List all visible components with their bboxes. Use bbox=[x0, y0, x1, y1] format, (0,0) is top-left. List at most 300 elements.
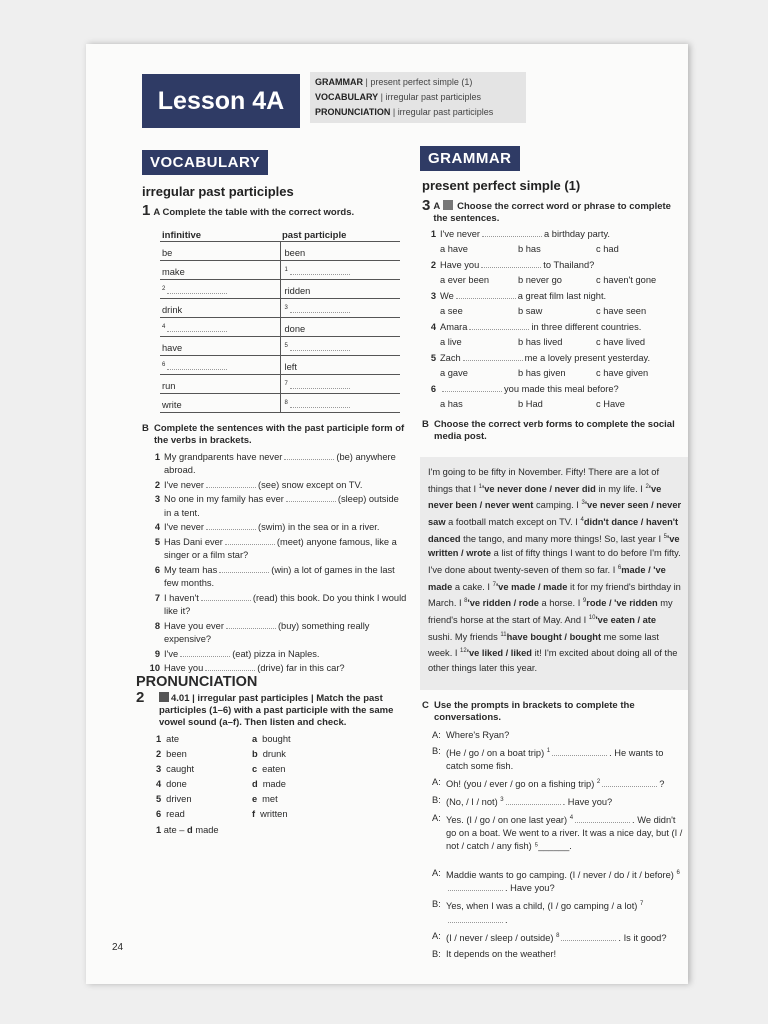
question-end: to Thailand? bbox=[543, 260, 595, 270]
answer-blank[interactable] bbox=[225, 536, 275, 545]
post-text: a list of fifty things I want to do before I'm fifty. I've done about twenty-seven of them so far. I bbox=[428, 548, 681, 576]
sentence-item bbox=[146, 564, 407, 591]
pronunciation-heading: PRONUNCIATION bbox=[136, 674, 258, 690]
gap-number: 3 bbox=[500, 797, 504, 804]
sentence-end: (be) anywhere abroad. bbox=[164, 451, 396, 475]
gap-number: 4 bbox=[580, 516, 584, 523]
sentence-item bbox=[146, 648, 407, 662]
post-text: sushi. My friends bbox=[428, 631, 501, 642]
verb-choice[interactable]: 've never done / never did bbox=[482, 483, 596, 494]
match-label: d bbox=[252, 779, 258, 789]
answer-blank[interactable] bbox=[448, 882, 503, 891]
example-answer bbox=[136, 824, 406, 838]
dialogue-text bbox=[446, 794, 612, 809]
answer-blank[interactable] bbox=[561, 932, 616, 941]
question-start: Have you bbox=[440, 260, 480, 270]
gap-number: 8 bbox=[284, 399, 288, 406]
verb-choice[interactable]: 've written / wrote bbox=[428, 533, 680, 559]
prompt-text: (I / never / sleep / outside) bbox=[446, 932, 554, 943]
answer-option[interactable]: a gave bbox=[440, 367, 468, 378]
exercise-number: 3 bbox=[422, 197, 431, 214]
answer-blank[interactable] bbox=[167, 285, 227, 294]
item-number: 2 bbox=[154, 479, 160, 490]
table-cell bbox=[160, 241, 280, 260]
dialogue-line bbox=[432, 930, 684, 945]
answer-option[interactable]: c have seen bbox=[596, 305, 647, 316]
answer-options bbox=[422, 335, 684, 350]
post-text: it! I'm excited about doing all of the other things later this year. bbox=[428, 648, 678, 674]
cell-text: make bbox=[162, 266, 185, 277]
sentence-item bbox=[146, 620, 407, 647]
table-header-row bbox=[160, 223, 400, 241]
instruction-text: Choose the correct verb forms to complete the social media post. bbox=[434, 419, 675, 442]
answer-blank[interactable] bbox=[284, 451, 334, 460]
instruction-text: Complete the table with the correct words. bbox=[162, 207, 355, 218]
match-item[interactable] bbox=[252, 762, 291, 777]
answer-blank[interactable] bbox=[481, 259, 541, 268]
pronunciation-section bbox=[136, 674, 406, 838]
dialogue-end: . bbox=[505, 914, 508, 925]
gap-number: 3 bbox=[581, 500, 585, 507]
match-item[interactable] bbox=[156, 747, 252, 762]
sentence-item bbox=[146, 521, 407, 535]
match-label: 5 bbox=[156, 794, 162, 804]
answer-blank[interactable] bbox=[201, 592, 251, 601]
table-cell bbox=[160, 260, 280, 279]
gap-number: 4 bbox=[569, 815, 574, 822]
topic-value: present perfect simple (1) bbox=[370, 77, 473, 87]
match-label: 2 bbox=[156, 749, 162, 759]
item-number: 9 bbox=[154, 648, 160, 659]
verb-choice[interactable]: rode / 've ridden bbox=[586, 598, 658, 609]
item-number: 1 bbox=[430, 229, 436, 239]
gap-number: 1 bbox=[546, 748, 551, 754]
answer-blank[interactable] bbox=[290, 304, 350, 313]
sentence-text bbox=[164, 564, 407, 591]
match-label: a bbox=[252, 734, 258, 744]
answer-blank[interactable] bbox=[205, 662, 255, 671]
dialogue-line bbox=[432, 812, 684, 853]
answer-option[interactable]: a see bbox=[440, 305, 463, 316]
answer-blank[interactable] bbox=[448, 914, 503, 923]
answer-options bbox=[422, 304, 684, 319]
dialogue-text bbox=[446, 948, 556, 961]
dialogue-text bbox=[446, 745, 684, 773]
item-number: 7 bbox=[154, 592, 160, 603]
item-number: 4 bbox=[154, 522, 160, 532]
column-header: infinitive bbox=[160, 223, 280, 241]
answer-blank[interactable] bbox=[506, 796, 561, 805]
item-number: 1 bbox=[154, 451, 160, 462]
answer-blank[interactable] bbox=[575, 814, 630, 823]
gap-number: 2 bbox=[596, 779, 601, 786]
answer-option[interactable]: b Had bbox=[518, 398, 543, 409]
sentence-start: Have you bbox=[164, 663, 204, 673]
topic-line: GRAMMAR | present perfect simple (1) bbox=[315, 77, 473, 87]
table-cell bbox=[280, 317, 400, 336]
match-item[interactable] bbox=[156, 792, 252, 807]
exercise-3b-instruction bbox=[422, 419, 684, 443]
exercise-letter: B bbox=[422, 419, 429, 430]
speaker-label: A: bbox=[432, 777, 441, 788]
answer-option[interactable]: b saw bbox=[518, 305, 543, 316]
exercise-letter: B bbox=[142, 422, 149, 434]
sentence-text bbox=[164, 521, 379, 535]
table-cell bbox=[280, 241, 400, 260]
table-cell bbox=[160, 374, 280, 393]
match-word: done bbox=[166, 779, 187, 789]
speaker-label: B: bbox=[432, 899, 441, 910]
answer-option[interactable]: a have bbox=[440, 243, 468, 254]
lesson-title: Lesson 4A bbox=[142, 74, 300, 128]
gap-number: 6 bbox=[676, 870, 680, 877]
post-text: it for my friend's birthday in March. I bbox=[428, 581, 681, 609]
gap-number: 2 bbox=[645, 483, 649, 490]
topic-label: GRAMMAR bbox=[315, 77, 363, 87]
vocabulary-section-bar: VOCABULARY bbox=[142, 150, 268, 175]
example-word: ate – bbox=[163, 825, 185, 835]
speaker-label: A: bbox=[432, 813, 441, 824]
match-item[interactable] bbox=[252, 747, 291, 762]
verb-choice[interactable]: 've liked / liked bbox=[466, 648, 532, 659]
answer-option[interactable]: b has given bbox=[518, 367, 566, 378]
answer-blank[interactable] bbox=[167, 323, 227, 332]
answer-option[interactable]: b has bbox=[518, 243, 541, 254]
dialogue-line bbox=[432, 867, 684, 895]
gap-number: 7 bbox=[492, 581, 496, 588]
sentence-text bbox=[164, 479, 362, 493]
answer-blank[interactable] bbox=[469, 321, 529, 330]
answer-option[interactable]: a ever been bbox=[440, 274, 490, 285]
cell-text: be bbox=[162, 247, 173, 258]
sentence-text bbox=[164, 648, 320, 662]
match-word: drunk bbox=[262, 749, 286, 759]
gap-number: 9 bbox=[582, 598, 587, 605]
verb-choice[interactable]: 've made / made bbox=[495, 581, 568, 592]
match-word: met bbox=[262, 794, 278, 804]
table-row bbox=[160, 374, 400, 393]
cell-text: ridden bbox=[284, 285, 311, 296]
sentence-start: My grandparents have never bbox=[164, 451, 283, 462]
gap-number: 3 bbox=[284, 304, 288, 311]
question-text bbox=[440, 351, 650, 366]
answer-blank[interactable] bbox=[167, 361, 227, 370]
post-text: me some last week. I bbox=[428, 631, 659, 659]
vocabulary-section bbox=[142, 184, 407, 677]
worksheet-icon bbox=[443, 200, 453, 210]
item-number: 3 bbox=[430, 291, 436, 301]
table-row bbox=[160, 355, 400, 374]
answer-option[interactable]: c had bbox=[596, 243, 619, 254]
question-text bbox=[440, 289, 606, 304]
table-cell bbox=[160, 317, 280, 336]
question-start: I've never bbox=[440, 229, 481, 239]
speaker-label: B: bbox=[432, 746, 441, 756]
table-cell bbox=[160, 336, 280, 355]
answer-option[interactable]: c have given bbox=[596, 367, 649, 378]
question-start: We bbox=[440, 291, 454, 301]
speaker-label: A: bbox=[432, 930, 441, 941]
gap-number: 1 bbox=[478, 483, 482, 490]
post-text: a horse. I bbox=[538, 598, 583, 609]
dialogue-text bbox=[446, 729, 509, 742]
match-word: been bbox=[166, 749, 187, 759]
sentence-end: (sleep) outside in a tent. bbox=[164, 494, 399, 518]
speaker-label: A: bbox=[432, 730, 441, 740]
answer-blank[interactable] bbox=[206, 479, 256, 488]
gap-number: 6 bbox=[617, 564, 622, 571]
question-end: me a lovely present yesterday. bbox=[524, 353, 651, 363]
answer-options bbox=[422, 273, 684, 288]
instruction-text: Use the prompts in brackets to complete the conversations. bbox=[434, 700, 635, 723]
sentence-start: Have you ever bbox=[164, 620, 224, 631]
multiple-choice-list bbox=[422, 227, 684, 411]
topic-label: PRONUNCIATION bbox=[315, 107, 391, 117]
table-cell bbox=[280, 298, 400, 317]
question-end: in three different countries. bbox=[531, 322, 642, 332]
match-item[interactable] bbox=[156, 732, 252, 747]
match-word: read bbox=[166, 809, 185, 819]
sentence-start: I haven't bbox=[164, 592, 199, 603]
gap-number: 7 bbox=[284, 380, 288, 387]
sentence-start: My team has bbox=[164, 564, 218, 575]
sentence-item bbox=[146, 536, 407, 563]
speaker-label: A: bbox=[432, 868, 441, 879]
table-row bbox=[160, 317, 400, 336]
instruction-text: 4.01 | irregular past participles | Match the past participles (1–6) with a past participle with the same vowel sound (a–f). Then listen and check. bbox=[159, 693, 394, 728]
match-label: 4 bbox=[156, 779, 162, 789]
post-text: a football match except on TV. I bbox=[445, 517, 581, 528]
answer-blank[interactable] bbox=[442, 383, 502, 392]
match-item[interactable] bbox=[252, 792, 291, 807]
exercise-1b-instruction bbox=[142, 423, 407, 447]
table-cell bbox=[280, 374, 400, 393]
match-label: e bbox=[252, 794, 258, 804]
prompt-text: (No, / I / not) bbox=[446, 797, 498, 808]
dialogue-line bbox=[432, 898, 684, 926]
question-end: you made this meal before? bbox=[504, 384, 619, 394]
sentence-start: No one in my family has ever bbox=[164, 494, 284, 504]
match-label: 3 bbox=[156, 764, 162, 774]
match-list-left bbox=[156, 732, 252, 822]
table-row bbox=[160, 393, 400, 412]
cell-text: left bbox=[284, 361, 297, 372]
match-item[interactable] bbox=[252, 777, 291, 792]
instruction-text: Choose the correct word or phrase to complete the sentences. bbox=[433, 201, 671, 224]
post-text: the tango, and many more things! So, last year I bbox=[460, 533, 664, 544]
dialogue-end: ? bbox=[659, 779, 665, 790]
answer-blank[interactable] bbox=[180, 648, 230, 657]
audio-speaker-icon[interactable] bbox=[159, 692, 169, 702]
question-end: a birthday party. bbox=[544, 229, 611, 239]
conversation-list bbox=[422, 729, 684, 961]
dialogue-text bbox=[446, 898, 684, 926]
answer-blank[interactable] bbox=[290, 342, 350, 351]
table-cell bbox=[280, 393, 400, 412]
question-start: Amara bbox=[440, 322, 468, 332]
table-cell bbox=[160, 355, 280, 374]
prompt-text: It depends on the weather! bbox=[446, 948, 557, 959]
gap-number: 6 bbox=[162, 361, 166, 368]
sentence-end: (read) this book. Do you think I would like it? bbox=[164, 592, 407, 616]
table-cell bbox=[280, 336, 400, 355]
answer-blank[interactable] bbox=[219, 564, 269, 573]
item-number: 6 bbox=[154, 564, 160, 575]
topic-line: VOCABULARY | irregular past participles bbox=[315, 92, 482, 102]
sentence-start: I've never bbox=[164, 522, 205, 532]
verb-choice[interactable]: 've never been / never went bbox=[428, 483, 662, 511]
answer-blank[interactable] bbox=[552, 747, 607, 756]
post-text: I'm going to be fifty in November. Fifty! There are a lot of things that I bbox=[428, 467, 660, 494]
gap-number: 8 bbox=[464, 598, 468, 605]
answer-option[interactable]: c have lived bbox=[596, 336, 646, 347]
answer-blank[interactable] bbox=[482, 228, 542, 237]
question-text bbox=[440, 258, 594, 273]
exercise-letter: A bbox=[153, 207, 160, 218]
item-number: 5 bbox=[154, 536, 160, 547]
answer-blank[interactable] bbox=[290, 266, 350, 275]
prompt-text: Where's Ryan? bbox=[446, 730, 510, 740]
match-word: bought bbox=[262, 734, 291, 744]
match-label: 6 bbox=[156, 809, 162, 819]
topic-value: irregular past participles bbox=[397, 107, 494, 117]
example-number: 1 bbox=[156, 825, 162, 835]
table-cell bbox=[280, 355, 400, 374]
match-word: written bbox=[260, 809, 288, 819]
question-end: a great film last night. bbox=[517, 291, 607, 301]
item-number: 5 bbox=[430, 353, 436, 363]
sentence-end: (buy) something really expensive? bbox=[164, 620, 370, 644]
post-text: camping. I bbox=[533, 500, 582, 511]
verb-choice[interactable]: 've never seen / never saw bbox=[428, 500, 682, 528]
match-word: ate bbox=[166, 734, 180, 744]
sentence-start: I've never bbox=[164, 479, 205, 490]
answer-option[interactable]: c haven't gone bbox=[596, 274, 657, 285]
answer-blank[interactable] bbox=[602, 778, 657, 787]
exercise-number: 2 bbox=[136, 689, 145, 706]
question-text bbox=[440, 227, 610, 242]
answer-blank[interactable] bbox=[226, 620, 276, 629]
sentence-start: I've bbox=[164, 648, 179, 659]
answer-options bbox=[422, 397, 684, 412]
prompt-text: (He / go / on a boat trip) bbox=[446, 748, 545, 759]
example-match: made bbox=[195, 825, 219, 835]
sentence-end: (swim) in the sea or in a river. bbox=[258, 522, 380, 532]
match-item[interactable] bbox=[156, 807, 252, 822]
match-item[interactable] bbox=[252, 807, 291, 822]
match-label: c bbox=[252, 764, 258, 774]
gap-number: 10 bbox=[588, 615, 596, 621]
column-header: past participle bbox=[280, 223, 400, 241]
cell-text: have bbox=[162, 342, 183, 353]
table-cell bbox=[280, 260, 400, 279]
answer-option[interactable]: c Have bbox=[596, 398, 625, 409]
exercise-3c-instruction bbox=[422, 700, 684, 724]
sentence-item bbox=[146, 493, 407, 520]
example-letter: d bbox=[187, 825, 193, 835]
cell-text: drink bbox=[162, 304, 183, 315]
table-cell bbox=[280, 279, 400, 298]
question-item bbox=[422, 289, 684, 304]
match-word: caught bbox=[166, 764, 195, 774]
dialogue-line bbox=[432, 745, 684, 773]
exercise-2-instruction bbox=[136, 689, 406, 729]
dialogue-end: . We didn't go on a boat. We went to a river. It was a nice day, but (I / not / catch / any fish) ⁵______. bbox=[446, 815, 683, 852]
answer-option[interactable]: b has lived bbox=[518, 336, 563, 347]
match-word: eaten bbox=[262, 764, 286, 774]
answer-blank[interactable] bbox=[290, 399, 350, 408]
match-item[interactable] bbox=[252, 732, 291, 747]
verb-choice[interactable]: 've eaten / ate bbox=[595, 615, 657, 626]
match-item[interactable] bbox=[156, 762, 252, 777]
lesson-topics bbox=[310, 72, 526, 123]
gap-number: 2 bbox=[162, 285, 166, 292]
past-participle-table bbox=[160, 223, 400, 413]
answer-blank[interactable] bbox=[463, 352, 523, 361]
sentence-list bbox=[142, 451, 407, 676]
dialogue-text bbox=[446, 867, 684, 895]
question-text bbox=[440, 382, 619, 397]
social-media-post bbox=[420, 457, 688, 690]
match-item[interactable] bbox=[156, 777, 252, 792]
answer-blank[interactable] bbox=[286, 493, 336, 502]
dialogue-end: . Is it good? bbox=[618, 932, 667, 943]
instruction-text: Complete the sentences with the past participle form of the verbs in brackets. bbox=[154, 422, 405, 446]
verb-choice[interactable]: 've ridden / rode bbox=[467, 598, 539, 609]
item-number: 2 bbox=[430, 260, 436, 270]
table-row bbox=[160, 336, 400, 355]
item-number: 3 bbox=[154, 494, 160, 504]
speaker-label: B: bbox=[432, 948, 441, 959]
answer-options bbox=[422, 242, 684, 257]
question-item bbox=[422, 351, 684, 366]
table-cell bbox=[160, 298, 280, 317]
match-word: driven bbox=[166, 794, 192, 804]
grammar-section bbox=[422, 178, 684, 443]
answer-option[interactable]: a live bbox=[440, 336, 462, 347]
prompt-text: Oh! (you / ever / go on a fishing trip) bbox=[446, 779, 595, 790]
item-number: 8 bbox=[154, 620, 160, 631]
question-item bbox=[422, 382, 684, 397]
answer-blank[interactable] bbox=[206, 521, 256, 530]
cell-text: done bbox=[284, 323, 306, 334]
answer-blank[interactable] bbox=[290, 380, 350, 389]
sentence-end: (see) snow except on TV. bbox=[258, 479, 363, 490]
verb-choice[interactable]: made / 've made bbox=[428, 565, 666, 592]
exercise-3c bbox=[422, 700, 684, 964]
answer-option[interactable]: b never go bbox=[518, 274, 562, 285]
match-label: b bbox=[252, 749, 258, 759]
answer-blank[interactable] bbox=[456, 290, 516, 299]
exercise-3a-instruction bbox=[422, 197, 684, 225]
dialogue-line bbox=[432, 948, 684, 961]
answer-option[interactable]: a has bbox=[440, 398, 463, 409]
dialogue-text bbox=[446, 812, 684, 853]
post-text: my friend's horse at the start of May. And I bbox=[428, 598, 673, 626]
page-number: 24 bbox=[112, 942, 124, 953]
table-row bbox=[160, 241, 400, 260]
dialogue-end: . Have you? bbox=[562, 797, 613, 808]
verb-choice[interactable]: have bought / bought bbox=[506, 631, 602, 642]
answer-options bbox=[422, 366, 684, 381]
dialogue-end: . Have you? bbox=[505, 883, 555, 894]
dialogue-line bbox=[432, 794, 684, 809]
question-text bbox=[440, 320, 641, 335]
verb-choice[interactable]: didn't dance / haven't danced bbox=[428, 517, 679, 544]
gap-number: 5 bbox=[663, 533, 667, 540]
sentence-item bbox=[146, 451, 407, 478]
grammar-heading: present perfect simple (1) bbox=[422, 178, 581, 193]
